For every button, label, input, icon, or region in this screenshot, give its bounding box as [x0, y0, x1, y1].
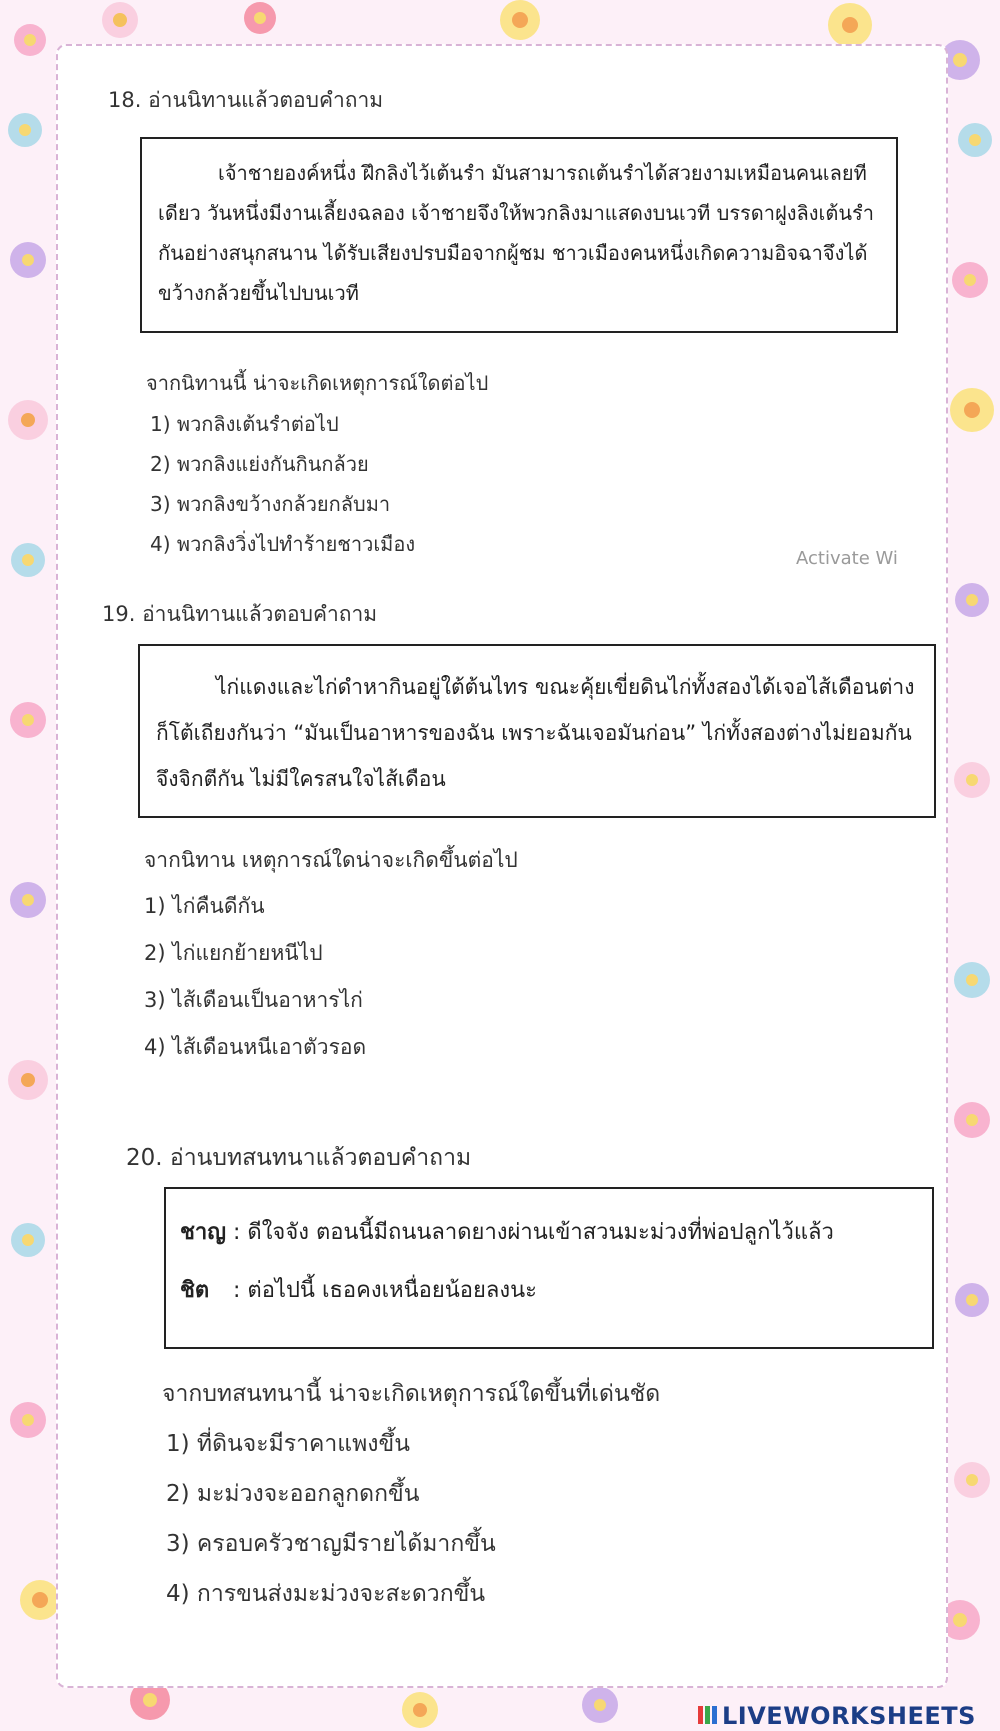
activate-windows-watermark: Activate Wi [796, 548, 898, 569]
question-18-prompt: จากนิทานนี้ น่าจะเกิดเหตุการณ์ใดต่อไป [146, 371, 489, 395]
question-18-story-box [140, 137, 898, 333]
question-20-title: 20. อ่านบทสนทนาแล้วตอบคำถาม [126, 1145, 472, 1171]
question-18-title: 18. อ่านนิทานแล้วตอบคำถาม [108, 88, 384, 112]
question-18-story: เจ้าชายองค์หนึ่ง ฝึกลิงไว้เต้นรำ มันสามารถเต้นรำได้สวยงามเหมือนคนเลยทีเดียว วันหนึ่งมีงานเลี้ยงฉลอง เจ้าชายจึงให้พวกลิงมาแสดงบนเวที บรรดาฝูงลิงเต้นรำกันอย่างสนุกสนาน ได้รับเสียงปรบมือจากผู้ชม ชาวเมืองคนหนึ่งเกิดความอิจฉาจึงได้ขว้างกล้วยขึ้นไปบนเวที [158, 161, 874, 305]
dialogue-line-2 [180, 1271, 537, 1311]
dialogue-speaker-1: ชาญ [180, 1220, 227, 1245]
question-19-option-2[interactable]: 2) ไก่แยกย้ายหนีไป [144, 941, 323, 965]
question-19-story: ไก่แดงและไก่ดำหากินอยู่ใต้ต้นไทร ขณะคุ้ยเขี่ยดินไก่ทั้งสองได้เจอไส้เดือนต่างก็โต้เถียงกันว่า “มันเป็นอาหารของฉัน เพราะฉันเจอมันก่อน” ไก่ทั้งสองต่างไม่ยอมกันจึงจิกตีกัน ไม่มีใครสนใจไส้เดือน [156, 675, 915, 791]
dialogue-text-1: : ดีใจจัง ตอนนี้มีถนนลาดยางผ่านเข้าสวนมะม่วงที่พ่อปลูกไว้แล้ว [233, 1220, 834, 1245]
dialogue-text-2: : ต่อไปนี้ เธอคงเหนื่อยน้อยลงนะ [233, 1278, 537, 1303]
question-20-option-2[interactable]: 2) มะม่วงจะออกลูกดกขึ้น [166, 1481, 420, 1507]
question-20-option-3[interactable]: 3) ครอบครัวชาญมีรายได้มากขึ้น [166, 1531, 496, 1557]
question-20-dialogue-box [164, 1187, 934, 1349]
dialogue-line-1 [180, 1213, 834, 1253]
question-19-option-4[interactable]: 4) ไส้เดือนหนีเอาตัวรอด [144, 1035, 367, 1059]
question-19-story-box [138, 644, 936, 818]
dialogue-speaker-2: ชิต [180, 1278, 210, 1303]
question-18-option-3[interactable]: 3) พวกลิงขว้างกล้วยกลับมา [150, 492, 391, 516]
question-19-option-1[interactable]: 1) ไก่คืนดีกัน [144, 894, 265, 918]
question-19-title: 19. อ่านนิทานแล้วตอบคำถาม [102, 602, 378, 626]
question-18-option-4[interactable]: 4) พวกลิงวิ่งไปทำร้ายชาวเมือง [150, 532, 416, 556]
question-19-prompt: จากนิทาน เหตุการณ์ใดน่าจะเกิดขึ้นต่อไป [144, 848, 518, 872]
liveworksheets-logo-icon [698, 1704, 718, 1726]
question-19-option-3[interactable]: 3) ไส้เดือนเป็นอาหารไก่ [144, 988, 363, 1012]
question-18-option-1[interactable]: 1) พวกลิงเต้นรำต่อไป [150, 412, 339, 436]
question-20-option-4[interactable]: 4) การขนส่งมะม่วงจะสะดวกขึ้น [166, 1581, 486, 1607]
liveworksheets-brand[interactable]: LIVEWORKSHEETS [722, 1702, 976, 1730]
question-20-option-1[interactable]: 1) ที่ดินจะมีราคาแพงขึ้น [166, 1431, 410, 1457]
question-18-option-2[interactable]: 2) พวกลิงแย่งกันกินกล้วย [150, 452, 369, 476]
question-20-prompt: จากบทสนทนานี้ น่าจะเกิดเหตุการณ์ใดขึ้นที่เด่นชัด [162, 1381, 661, 1407]
